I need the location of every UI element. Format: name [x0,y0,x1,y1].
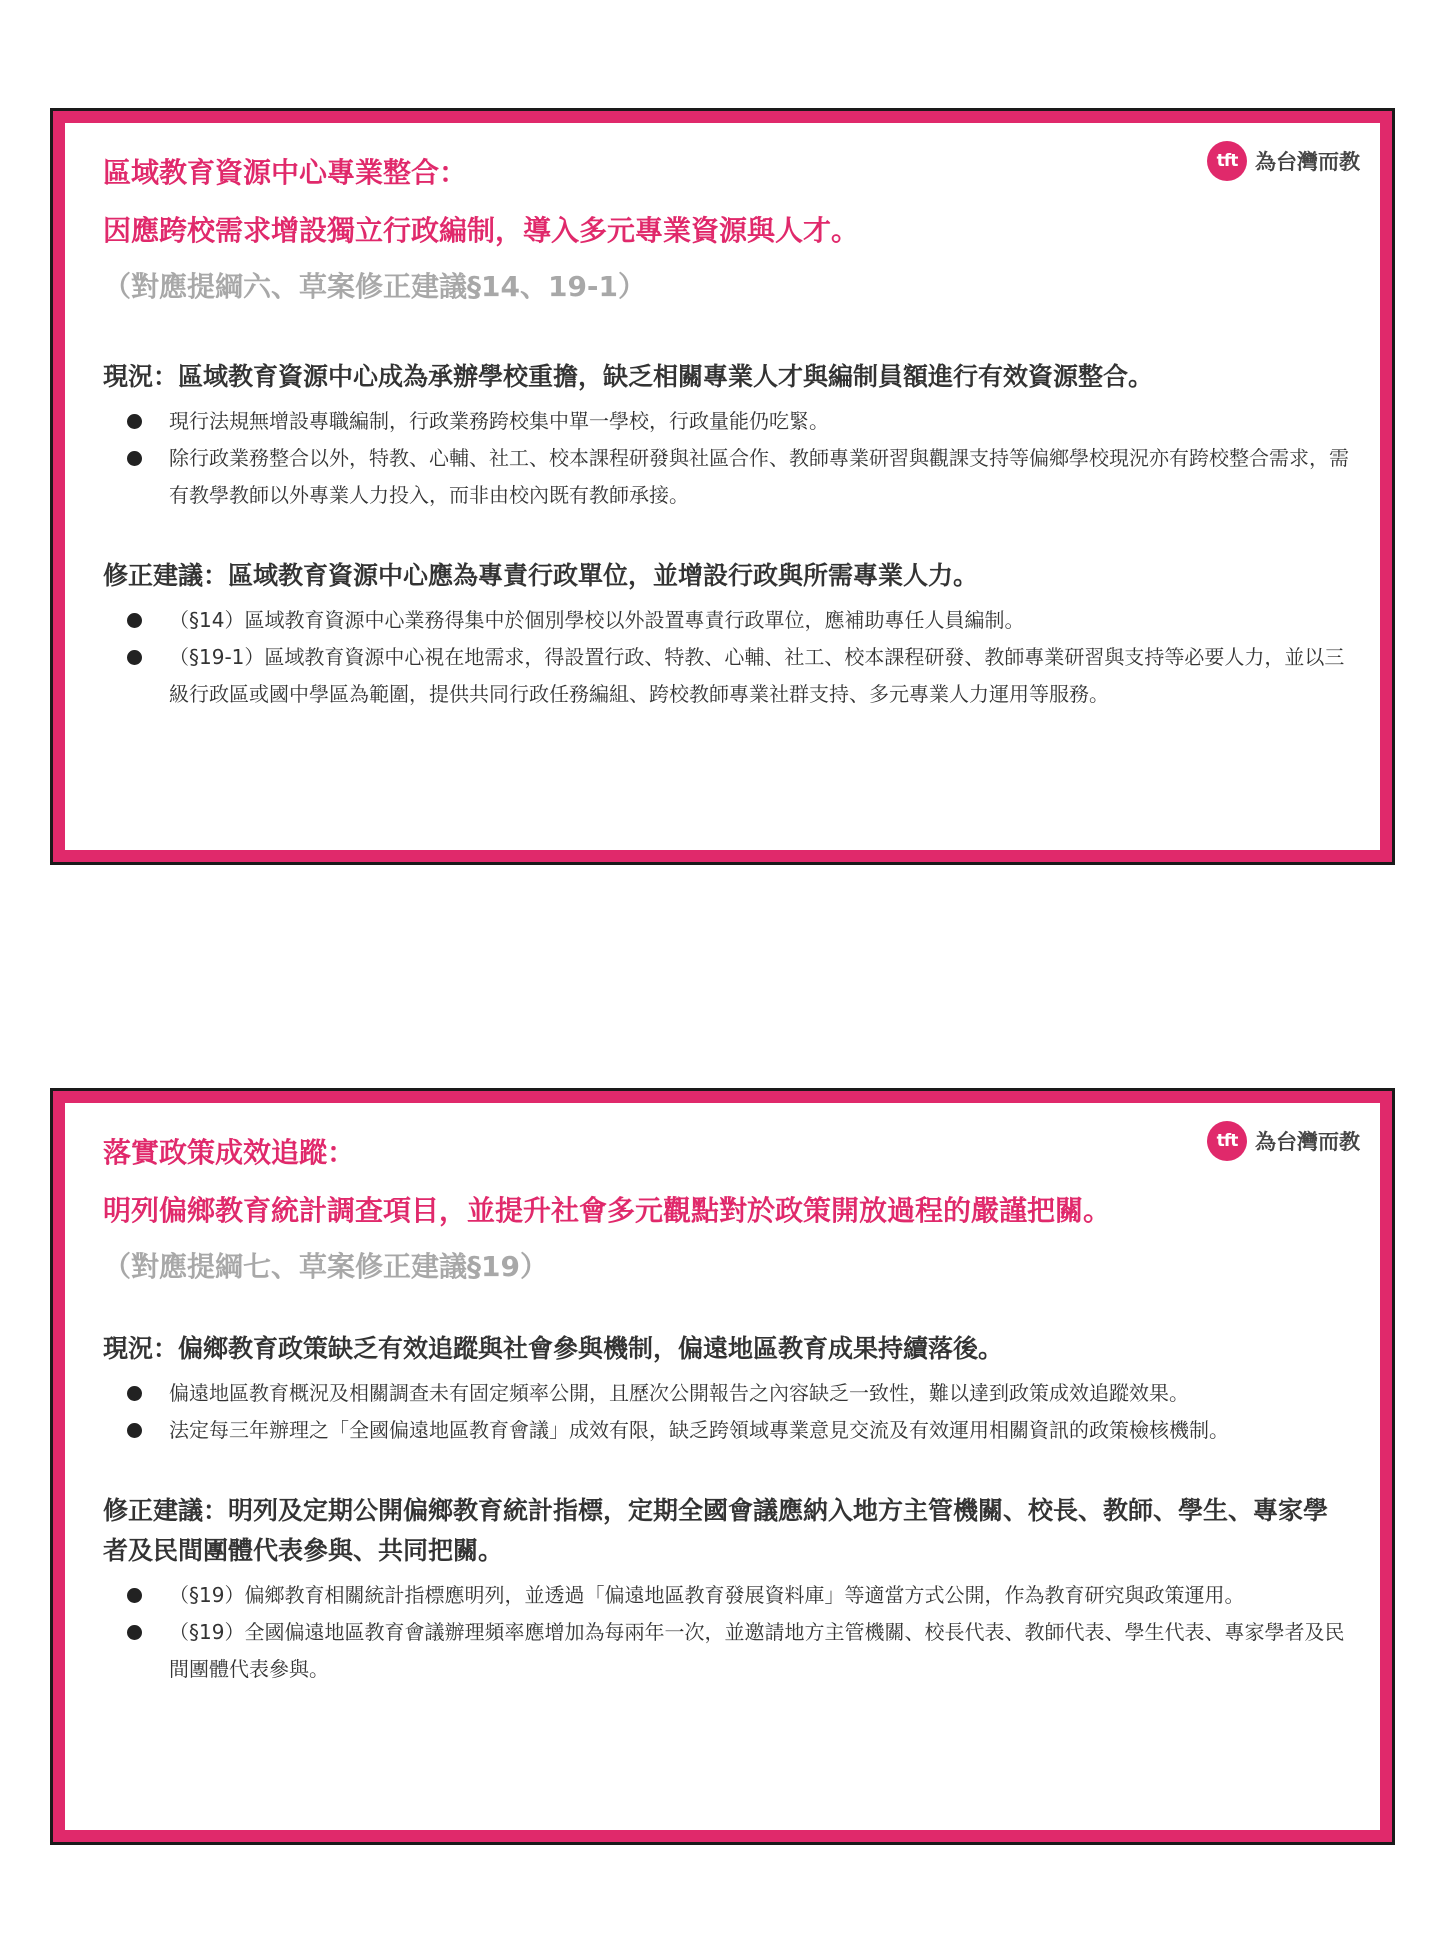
tft-logo-icon: tft [1207,141,1247,181]
proposal-list [103,1577,1352,1688]
list-item: 法定每三年辦理之「全國偏遠地區教育會議」成效有限，缺乏跨領域專業意見交流及有效運用相關資訊的政策檢核機制。 [103,1412,1352,1449]
card-subtitle: 因應跨校需求增設獨立行政編制，導入多元專業資源與人才。 [103,214,860,247]
list-item: （§19）全國偏遠地區教育會議辦理頻率應增加為每兩年一次，並邀請地方主管機關、校長代表、教師代表、學生代表、專家學者及民間團體代表參與。 [103,1614,1352,1688]
logo-text: 為台灣而教 [1255,1130,1360,1154]
list-item: （§19）偏鄉教育相關統計指標應明列，並透過「偏遠地區教育發展資料庫」等適當方式公開，作為教育研究與政策運用。 [103,1577,1352,1614]
list-item: 偏遠地區教育概況及相關調查未有固定頻率公開，且歷次公開報告之內容缺乏一致性，難以達到政策成效追蹤效果。 [103,1375,1352,1412]
policy-card-2 [50,1088,1395,1845]
proposal-heading: 修正建議：明列及定期公開偏鄉教育統計指標，定期全國會議應納入地方主管機關、校長、教師、學生、專家學者及民間團體代表參與、共同把關。 [103,1496,1329,1565]
card-subtitle: 明列偏鄉教育統計調查項目，並提升社會多元觀點對於政策開放過程的嚴謹把關。 [103,1194,1112,1227]
status-list [103,1375,1352,1449]
policy-card-1 [50,108,1395,865]
list-item: 現行法規無增設專職編制，行政業務跨校集中單一學校，行政量能仍吃緊。 [103,403,1352,440]
card-title: 落實政策成效追蹤： [103,1136,356,1169]
list-item: 除行政業務整合以外，特教、心輔、社工、校本課程研發與社區合作、教師專業研習與觀課支持等偏鄉學校現況亦有跨校整合需求，需有教學教師以外專業人力投入，而非由校內既有教師承接。 [103,440,1352,514]
status-heading: 現況：偏鄉教育政策缺乏有效追蹤與社會參與機制，偏遠地區教育成果持續落後。 [103,1334,1004,1363]
list-item: （§14）區域教育資源中心業務得集中於個別學校以外設置專責行政單位，應補助專任人員編制。 [103,602,1352,639]
reference-note: （對應提綱六、草案修正建議§14、19-1） [103,270,647,303]
proposal-heading: 修正建議：區域教育資源中心應為專責行政單位，並增設行政與所需專業人力。 [103,561,979,590]
logo-text: 為台灣而教 [1255,150,1360,174]
card-title: 區域教育資源中心專業整合： [103,156,468,189]
proposal-list [103,602,1352,713]
reference-note: （對應提綱七、草案修正建議§19） [103,1250,548,1283]
status-heading: 現況：區域教育資源中心成為承辦學校重擔，缺乏相關專業人才與編制員額進行有效資源整合。 [103,362,1154,391]
tft-logo-icon: tft [1207,1121,1247,1161]
list-item: （§19-1）區域教育資源中心視在地需求，得設置行政、特教、心輔、社工、校本課程研發、教師專業研習與支持等必要人力，並以三級行政區或國中學區為範圍，提供共同行政任務編組、跨校教師專業社群支持、多元專業人力運用等服務。 [103,639,1352,713]
status-list [103,403,1352,514]
